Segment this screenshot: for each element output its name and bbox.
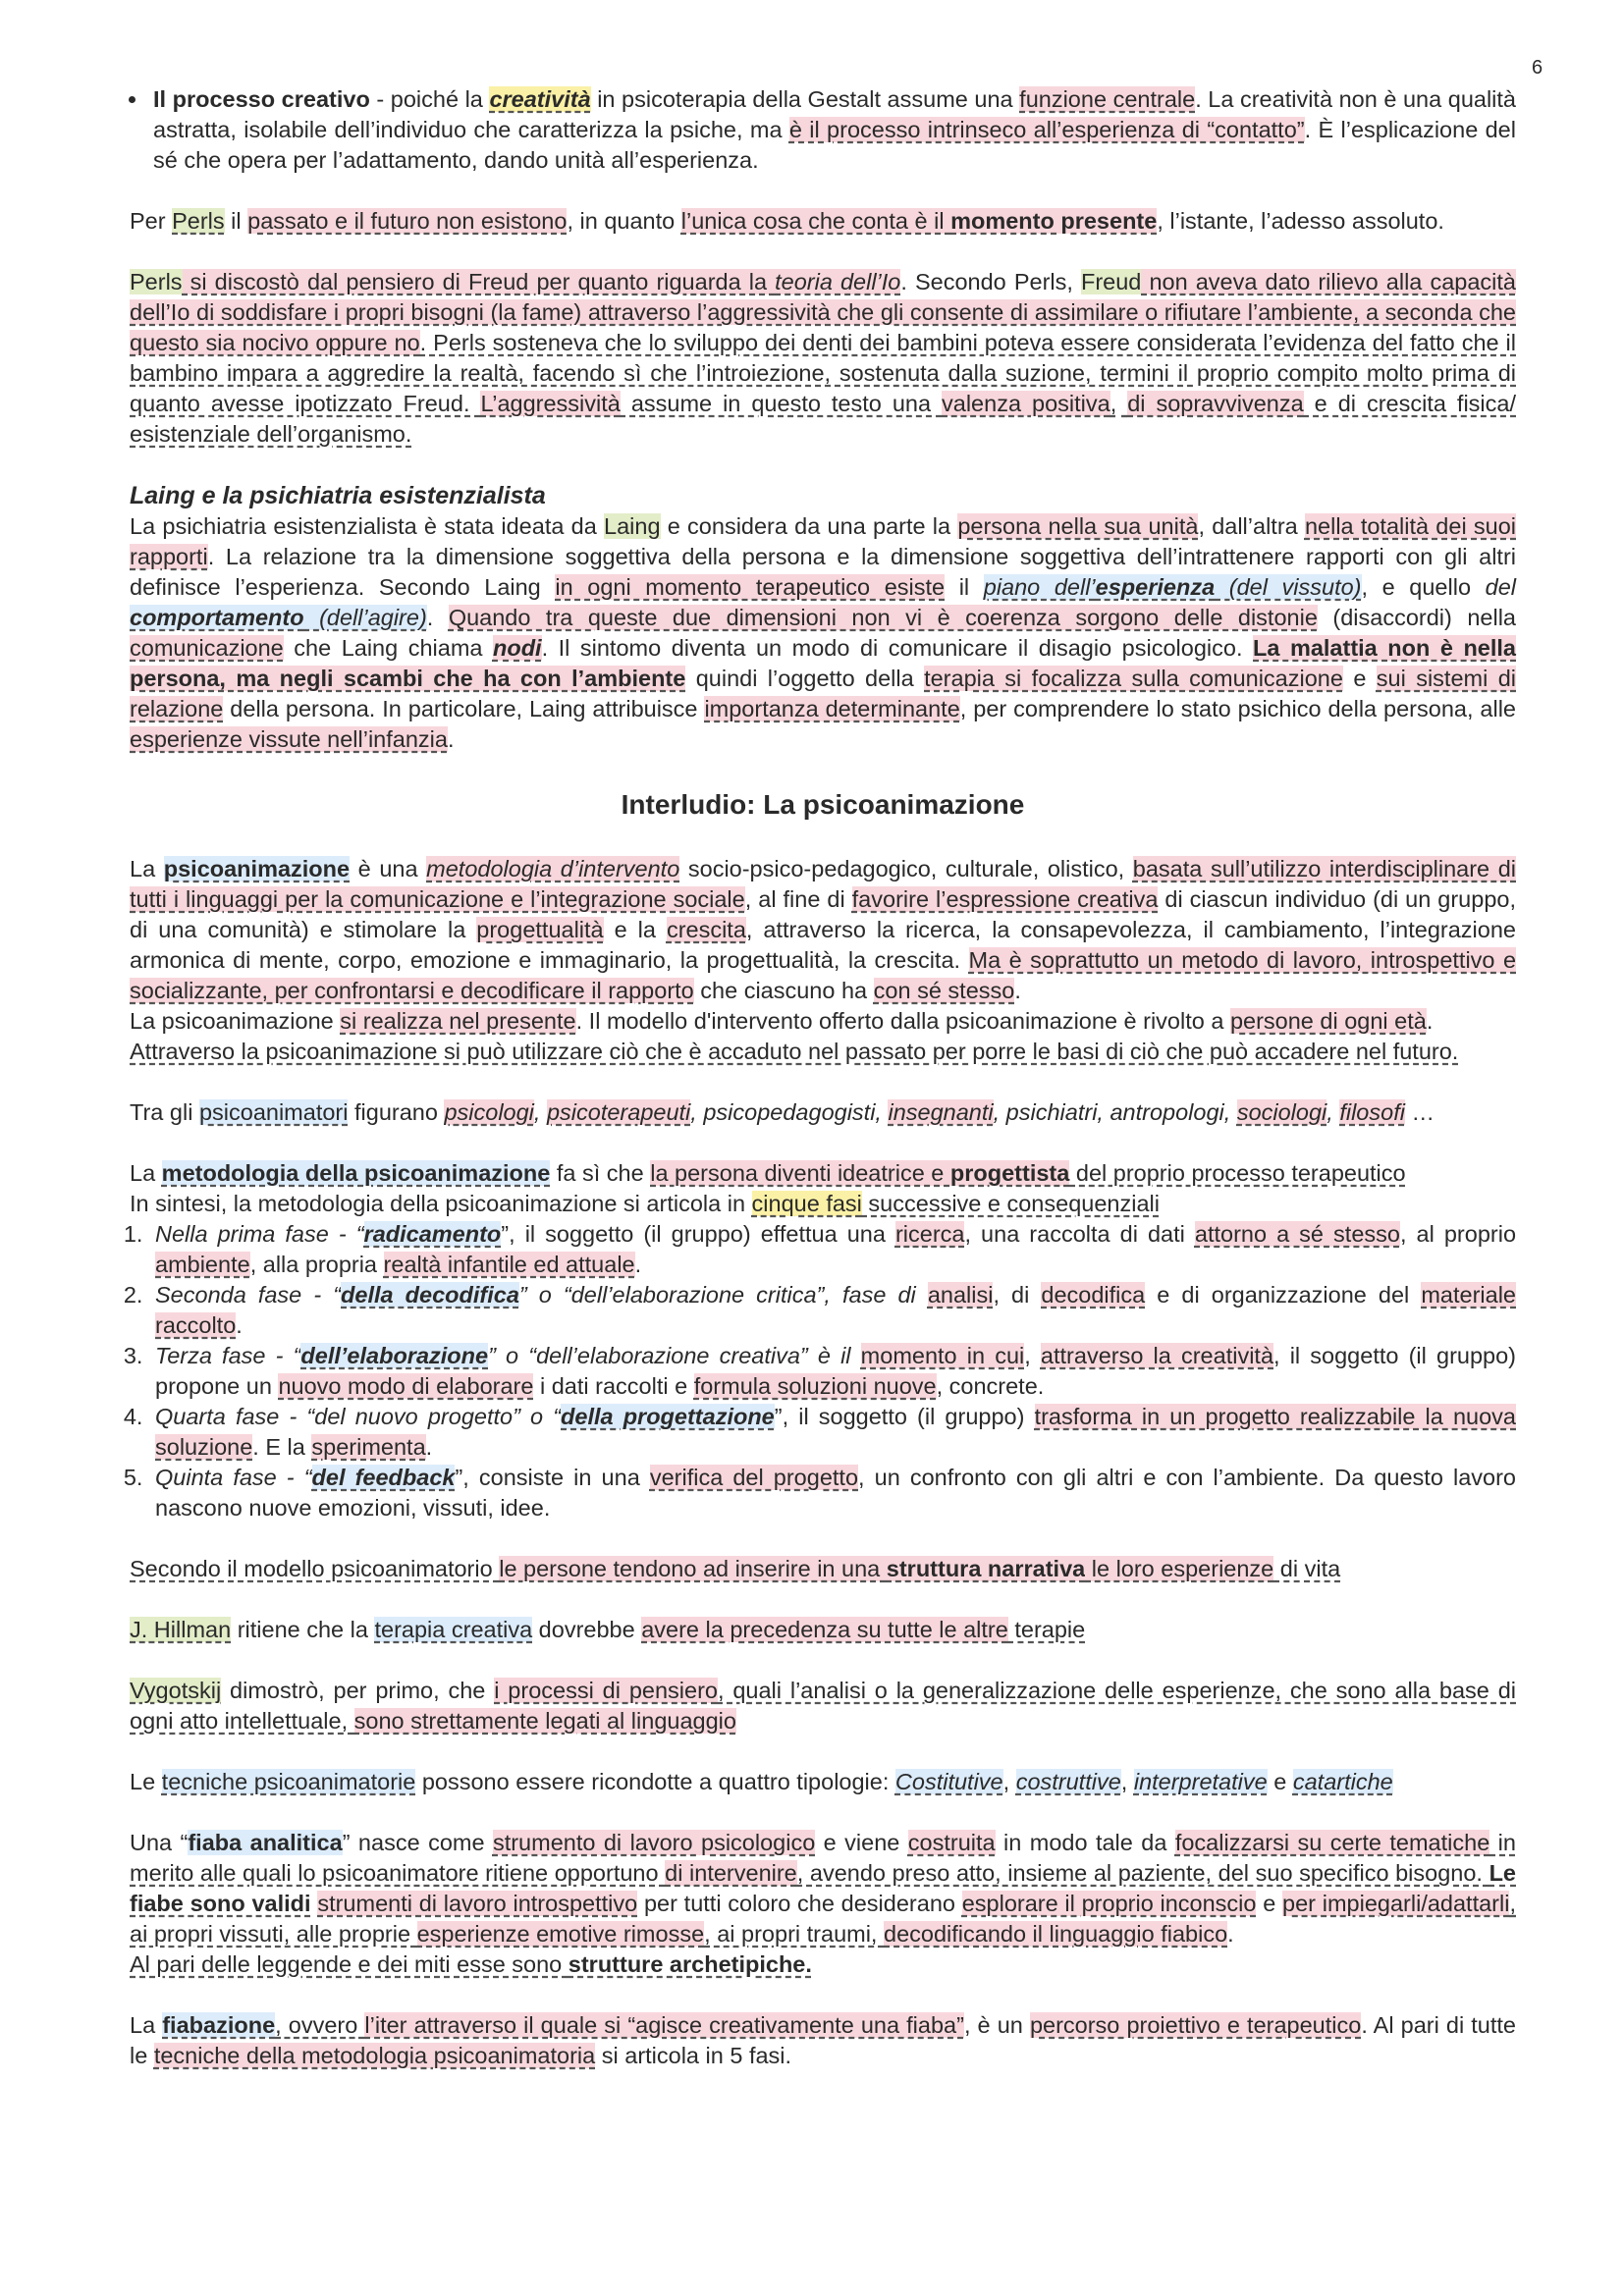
highlight: terapia creativa [374, 1617, 533, 1642]
text: Per [130, 208, 173, 234]
text: Secondo il modello psicoanimatorio [130, 1556, 500, 1581]
text: e considera da una parte la [660, 513, 958, 539]
text: . La relazione tra la dimensione soggettiva della persona e la dimensione soggettiva dell’intrattenere rapporti con gli altri definisce l’esperienza. Secondo Laing [130, 544, 1516, 600]
highlight: metodologia della psicoanimazione [161, 1160, 551, 1186]
text: (disaccordi) nella [1317, 605, 1516, 630]
text: si articola in 5 fasi. [595, 2043, 792, 2068]
text: La [130, 1160, 162, 1186]
text: e [1256, 1891, 1283, 1916]
highlight: J. Hillman [130, 1617, 232, 1642]
text: ”, il soggetto (il gruppo) [774, 1404, 1035, 1429]
text: di vita [1273, 1556, 1341, 1581]
highlight: sui sistemi di relazione [130, 666, 1516, 721]
text: in modo tale da [995, 1830, 1175, 1855]
text: , [1120, 1769, 1134, 1794]
document-body [130, 84, 1516, 2102]
paragraph [130, 1676, 1516, 1736]
text: che Laing chiama [283, 635, 493, 661]
highlight: Perls [172, 208, 225, 234]
highlight: in ogni momento terapeutico esiste [555, 574, 946, 600]
text: , quali l’analisi o la generalizzazione delle esperienze, che sono alla base di ogni atto intellettuale, [130, 1678, 1517, 1734]
text: , [1326, 1099, 1340, 1125]
highlight: progettualità [476, 917, 604, 942]
highlight: è il processo intrinseco all’esperienza di “contatto” [788, 117, 1305, 142]
highlight: attorno a sé stesso [1194, 1221, 1400, 1247]
page-number: 6 [1532, 57, 1543, 79]
text: . Secondo Perls, [900, 269, 1081, 294]
text: per tutti coloro che desiderano [637, 1891, 962, 1916]
highlight: materiale raccolto [155, 1282, 1516, 1338]
highlight: tecniche psicoanimatorie [161, 1769, 416, 1794]
highlight: L’aggressività [480, 391, 621, 416]
text: i dati raccolti e [533, 1373, 694, 1399]
text: , dall’altra [1198, 513, 1305, 539]
text: La [130, 2012, 163, 2038]
highlight: funzione centrale [1019, 86, 1196, 112]
highlight: attraverso la creatività [1040, 1343, 1274, 1368]
highlight: per impiegarli/adattarli [1282, 1891, 1510, 1916]
text: . [1227, 1921, 1234, 1947]
text: , attraverso la ricerca, la consapevolezza, il cambiamento, l’integrazione armonica di mente, corpo, emozione e immaginario, la progettualità, la crescita. [130, 917, 1516, 973]
highlight: struttura narrativa [886, 1556, 1086, 1581]
text: Una “ [130, 1830, 189, 1855]
highlight: psicoanimatori [198, 1099, 349, 1125]
text: il [224, 208, 248, 234]
highlight: progettista [949, 1160, 1070, 1186]
paragraph [130, 1615, 1516, 1645]
highlight: l’iter attraverso il quale si “agisce creativamente una fiaba” [364, 2012, 964, 2038]
highlight: le persone tendono ad inserire in una [499, 1556, 887, 1581]
section-heading: Laing e la psichiatria esistenzialista [130, 482, 546, 509]
list-item [149, 1463, 1516, 1523]
text: , il soggetto (il gruppo) propone un [155, 1343, 1516, 1399]
text: , al proprio [1399, 1221, 1517, 1247]
text: , alla propria [249, 1252, 384, 1277]
highlight: crescita [666, 917, 746, 942]
text: , al fine di [744, 886, 852, 912]
highlight: ambiente [155, 1252, 250, 1277]
highlight: sociologi [1236, 1099, 1327, 1125]
highlight: Freud [1080, 269, 1142, 294]
paragraph [130, 1767, 1516, 1797]
highlight: cinque fasi [751, 1191, 862, 1216]
highlight: non aveva dato rilievo alla capacità dell’Io di soddisfare i propri bisogni (la fame) attraverso l’aggressività che gli consente di assimilare o rifiutare l’ambiente, a seconda che questo sia nocivo oppure no [130, 269, 1516, 355]
highlight: l’unica cosa che conta è il [680, 208, 951, 234]
text: . [447, 726, 455, 752]
highlight: nuovo modo di elaborare [278, 1373, 534, 1399]
text: . E la [252, 1434, 312, 1460]
phase-list [130, 1219, 1516, 1523]
highlight: nella totalità dei suoi rapporti [130, 513, 1517, 569]
paragraph [130, 854, 1516, 1067]
highlight: della progettazione [561, 1404, 775, 1429]
list-item [149, 1341, 1516, 1402]
text: possono essere ricondotte a quattro tipologie: [415, 1769, 895, 1794]
text: del proprio processo terapeutico [1069, 1160, 1406, 1186]
text: La [130, 856, 164, 881]
list-item [149, 1219, 1516, 1280]
text: . Il sintomo diventa un modo di comunicare il disagio psicologico. [541, 635, 1253, 661]
highlight: Perls [130, 269, 183, 294]
highlight: comunicazione [130, 635, 284, 661]
highlight: realtà infantile ed attuale [383, 1252, 635, 1277]
text: . La creatività non è una qualità astratta, isolabile dell’individuo che caratterizza la psiche, ma [153, 86, 1516, 142]
highlight: trasforma in un progetto realizzabile la nuova soluzione [155, 1404, 1516, 1460]
highlight: basata sull’utilizzo interdisciplinare di tutti i linguaggi per la comunicazione e l’integrazione sociale [130, 856, 1517, 912]
text: , ai propri traumi, [704, 1921, 884, 1947]
text: figurano [348, 1099, 445, 1125]
highlight: si realizza nel presente [340, 1008, 576, 1034]
text: è una [350, 856, 427, 881]
text: Attraverso la psicoanimazione si può utilizzare ciò che è accaduto nel passato per porre le basi di ciò che può accadere nel futuro. [130, 1039, 1459, 1064]
text: il [945, 574, 984, 600]
highlight: esperienze emotive rimosse [416, 1921, 705, 1947]
text: , è un [963, 2012, 1030, 2038]
text: . Il modello d'intervento offerto dalla psicoanimazione è rivolto a [575, 1008, 1230, 1034]
highlight: metodologia d’intervento [426, 856, 680, 881]
highlight: favorire l’espressione creativa [851, 886, 1159, 912]
highlight: persone di ogni età [1229, 1008, 1427, 1034]
text: . [236, 1312, 243, 1338]
highlight: passato e il futuro non esistono [247, 208, 568, 234]
highlight: avere la precedenza su tutte le altre [641, 1617, 1008, 1642]
highlight: psicologi [444, 1099, 534, 1125]
paragraph [130, 267, 1516, 450]
highlight: esperienze vissute nell’infanzia [130, 726, 448, 752]
highlight: sono strettamente legati al linguaggio [353, 1708, 736, 1734]
text: . [1426, 1008, 1434, 1034]
text: , ovvero [275, 2012, 365, 2038]
highlight: psicoterapeuti [546, 1099, 691, 1125]
highlight: percorso proiettivo e terapeutico [1029, 2012, 1362, 2038]
text: e [1267, 1769, 1293, 1794]
highlight: tecniche della metodologia psicoanimatoria [153, 2043, 596, 2068]
highlight: decodifica [1041, 1282, 1146, 1308]
text: . Al pari di tutte le [130, 2012, 1517, 2068]
text: Nella prima fase - “ [155, 1221, 364, 1247]
text: in psicoterapia della Gestalt assume una [590, 86, 1020, 112]
highlight: creatività [489, 86, 591, 112]
text: e [1342, 666, 1377, 691]
paragraph [130, 206, 1516, 237]
text: - poiché la [369, 86, 490, 112]
highlight: Quando tra queste due dimensioni non vi è coerenza sorgono delle distonie [448, 605, 1318, 630]
highlight: ricerca [894, 1221, 965, 1247]
text: ” nasce come [342, 1830, 493, 1855]
highlight: focalizzarsi su certe tematiche [1174, 1830, 1490, 1855]
highlight: fiaba analitica [188, 1830, 343, 1855]
highlight: con sé stesso [873, 978, 1015, 1003]
text: socio-psico-pedagogico, culturale, olistico, [679, 856, 1133, 881]
text: ”, il soggetto (il gruppo) effettua una [501, 1221, 895, 1247]
highlight: esplorare il proprio inconscio [961, 1891, 1257, 1916]
highlight: strumento di lavoro psicologico [492, 1830, 816, 1855]
section-title: Interludio: La psicoanimazione [621, 789, 1025, 820]
highlight: momento presente [950, 208, 1158, 234]
text: , e quello [1361, 574, 1486, 600]
highlight: (del vissuto) [1215, 574, 1362, 600]
highlight: di intervenire [665, 1860, 797, 1886]
paragraph [130, 511, 1516, 755]
highlight: importanza determinante [704, 696, 960, 721]
text: della persona. In particolare, Laing attribuisce [223, 696, 705, 721]
highlight: comportamento [130, 605, 304, 630]
paragraph [130, 1097, 1516, 1128]
highlight: si discostò dal pensiero di Freud per quanto riguarda la [182, 269, 776, 294]
highlight: filosofi [1339, 1099, 1405, 1125]
text: Tra gli [130, 1099, 199, 1125]
text: Seconda fase - “ [155, 1282, 342, 1308]
text: successive e consequenziali [861, 1191, 1160, 1216]
highlight: Ma è soprattutto un metodo di lavoro, introspettivo e socializzante, per confrontarsi e decodificare il rapporto [130, 947, 1517, 1003]
highlight: la persona diventi ideatrice e [650, 1160, 950, 1186]
text: . [425, 1434, 433, 1460]
highlight: le loro esperienze [1085, 1556, 1274, 1581]
bullet-list [130, 84, 1516, 176]
text: e viene [815, 1830, 908, 1855]
text: , per comprendere lo stato psichico della persona, alle [959, 696, 1517, 721]
highlight: dell’elaborazione [300, 1343, 489, 1368]
highlight: psicoanimazione [163, 856, 351, 881]
highlight: costruttive [1015, 1769, 1121, 1794]
highlight: della decodifica [341, 1282, 519, 1308]
text: ” o “dell’elaborazione critica”, fase di [518, 1282, 928, 1308]
text: fa sì che [550, 1160, 651, 1186]
bold-term: Il processo creativo [153, 86, 370, 112]
highlight: nodi [492, 635, 542, 661]
text: Quarta fase - “del nuovo progetto” o “ [155, 1404, 562, 1429]
text: La psicoanimazione [130, 1008, 341, 1034]
highlight: Laing [604, 513, 661, 539]
text: , l’istante, l’adesso assoluto. [1157, 208, 1444, 234]
highlight: di sopravvivenza [1127, 391, 1304, 416]
text: . [1014, 978, 1021, 1003]
highlight: esperienza [1095, 574, 1216, 600]
text: Terza fase - “ [155, 1343, 301, 1368]
text: dimostrò, per primo, che [221, 1678, 495, 1703]
text: , [1002, 1769, 1016, 1794]
highlight: insegnanti [888, 1099, 994, 1125]
paragraph [130, 1554, 1516, 1584]
highlight: momento in cui [860, 1343, 1025, 1368]
highlight: valenza positiva [942, 391, 1110, 416]
highlight: catartiche [1292, 1769, 1393, 1794]
text: , di [993, 1282, 1042, 1308]
text: e di organizzazione del [1145, 1282, 1422, 1308]
list-item [149, 84, 1516, 176]
text: . [426, 605, 449, 630]
text: in merito alle quali lo psicoanimatore ritiene opportuno [130, 1830, 1516, 1886]
highlight: Vygotskij [130, 1678, 222, 1703]
text: , [1110, 391, 1128, 416]
highlight: verifica del progetto [649, 1465, 859, 1490]
text: Quinta fase - “ [155, 1465, 312, 1490]
paragraph [130, 1158, 1516, 1219]
text: ritiene che la [231, 1617, 375, 1642]
highlight: terapia si focalizza sulla comunicazione [924, 666, 1343, 691]
highlight: teoria dell’Io [775, 269, 901, 294]
text: del [1485, 574, 1516, 600]
highlight: formula soluzioni nuove [693, 1373, 937, 1399]
highlight: piano dell’ [983, 574, 1096, 600]
text: . Perls sosteneva che lo sviluppo dei denti dei bambini poteva essere considerata l’evidenza del fatto che il bambino impara a aggredire la realtà, facendo sì che l’introiezione, sostenuta dalla suzione, termini il proprio compito molto prima di quanto avesse ipotizzato Freud. [130, 330, 1516, 416]
text: terapie [1007, 1617, 1086, 1642]
text: e la [603, 917, 667, 942]
text: , un confronto con gli altri e con l’ambiente. Da questo lavoro nascono nuove emozioni, vissuti, idee. [155, 1465, 1516, 1521]
text: , [533, 1099, 547, 1125]
text: , [1024, 1343, 1041, 1368]
text: quindi l’oggetto della [685, 666, 925, 691]
highlight: strumenti di lavoro introspettivo [317, 1891, 638, 1916]
list-item [149, 1402, 1516, 1463]
text: ” o “dell’elaborazione creativa” è il [488, 1343, 861, 1368]
bold-term: strutture archetipiche. [568, 1951, 812, 1977]
text: assume in questo testo una [620, 391, 943, 416]
text: La psichiatria esistenzialista è stata ideata da [130, 513, 605, 539]
text: , in quanto [567, 208, 681, 234]
text: . È l’esplicazione del sé che opera per l’adattamento, dando unità all’esperienza. [153, 117, 1516, 173]
text: , una raccolta di dati [964, 1221, 1195, 1247]
text: In sintesi, la metodologia della psicoanimazione si articola in [130, 1191, 752, 1216]
highlight: Costitutive [894, 1769, 1003, 1794]
text: di ciascun individuo (di un gruppo, di una comunità) e stimolare la [130, 886, 1516, 942]
list-item [149, 1280, 1516, 1341]
text: dovrebbe [532, 1617, 642, 1642]
highlight: costruita [907, 1830, 996, 1855]
highlight: del feedback [311, 1465, 456, 1490]
highlight: i processi di pensiero [494, 1678, 718, 1703]
text: , psicopedagogisti, [690, 1099, 889, 1125]
highlight: persona nella sua unità [957, 513, 1199, 539]
text: … [1404, 1099, 1435, 1125]
paragraph [130, 2010, 1516, 2071]
text: ”, consiste in una [455, 1465, 650, 1490]
highlight: sperimenta [311, 1434, 426, 1460]
text: . [634, 1252, 642, 1277]
text: Le [130, 1769, 162, 1794]
highlight: fiabazione [162, 2012, 276, 2038]
highlight: (dell’agire) [303, 605, 427, 630]
highlight: decodificando il linguaggio fiabico [884, 1921, 1228, 1947]
highlight: interpretative [1133, 1769, 1268, 1794]
text: Al pari delle leggende e dei miti esse sono [130, 1951, 568, 1977]
text: , concrete. [936, 1373, 1045, 1399]
highlight: radicamento [363, 1221, 502, 1247]
text: , ai propri vissuti, alle proprie [130, 1891, 1516, 1947]
text: che ciascuno ha [693, 978, 874, 1003]
highlight: analisi [927, 1282, 994, 1308]
text: e di crescita fisica/ esistenziale dell’organismo. [130, 391, 1516, 447]
paragraph [130, 1828, 1516, 1980]
highlight: La malattia non è nella persona, ma negli scambi che ha con l’ambiente [130, 635, 1516, 691]
text: , psichiatri, antropologi, [993, 1099, 1237, 1125]
text: , avendo preso atto, insieme al paziente, del suo specifico bisogno. [796, 1860, 1489, 1886]
bold-term: Le fiabe sono validi [130, 1860, 1516, 1916]
